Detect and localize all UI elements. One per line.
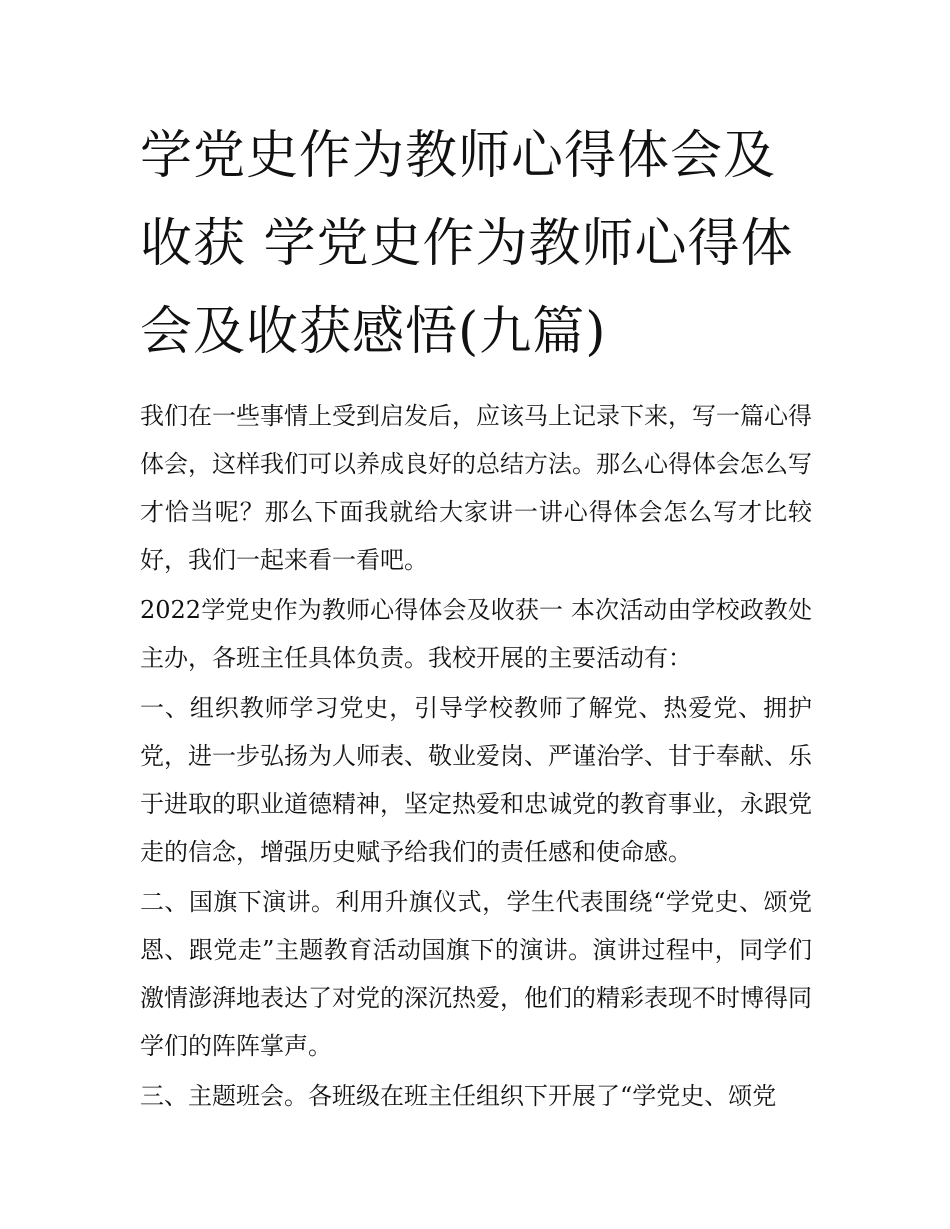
document-title: 学党史作为教师心得体会及收获 学党史作为教师心得体会及收获感悟(九篇) (140, 126, 794, 362)
document-body (140, 392, 812, 1120)
paragraph-intro: 我们在一些事情上受到启发后，应该马上记录下来，写一篇心得体会，这样我们可以养成良好的总结方法。那么心得体会怎么写才恰当呢？那么下面我就给大家讲一讲心得体会怎么写才比较好，我们一起来看一看吧。 (140, 402, 812, 574)
paragraph-item-two: 二、国旗下演讲。利用升旗仪式，学生代表围绕“学党史、颂党恩、跟党走”主题教育活动国旗下的演讲。演讲过程中，同学们激情澎湃地表达了对党的深沉热爱，他们的精彩表现不时博得同学们的阵阵掌声。 (140, 888, 812, 1060)
paragraph-activity-intro: 2022学党史作为教师心得体会及收获一 本次活动由学校政教处主办，各班主任具体负责。我校开展的主要活动有： (140, 596, 812, 672)
document-page (140, 112, 812, 1122)
paragraph-item-three: 三、主题班会。各班级在班主任组织下开展了“学党史、颂党 (140, 1082, 777, 1110)
paragraph-item-one: 一、组织教师学习党史，引导学校教师了解党、热爱党、拥护党，进一步弘扬为人师表、敬业爱岗、严谨治学、甘于奉献、乐于进取的职业道德精神，坚定热爱和忠诚党的教育事业，永跟党走的信念，增强历史赋予给我们的责任感和使命感。 (140, 694, 812, 866)
